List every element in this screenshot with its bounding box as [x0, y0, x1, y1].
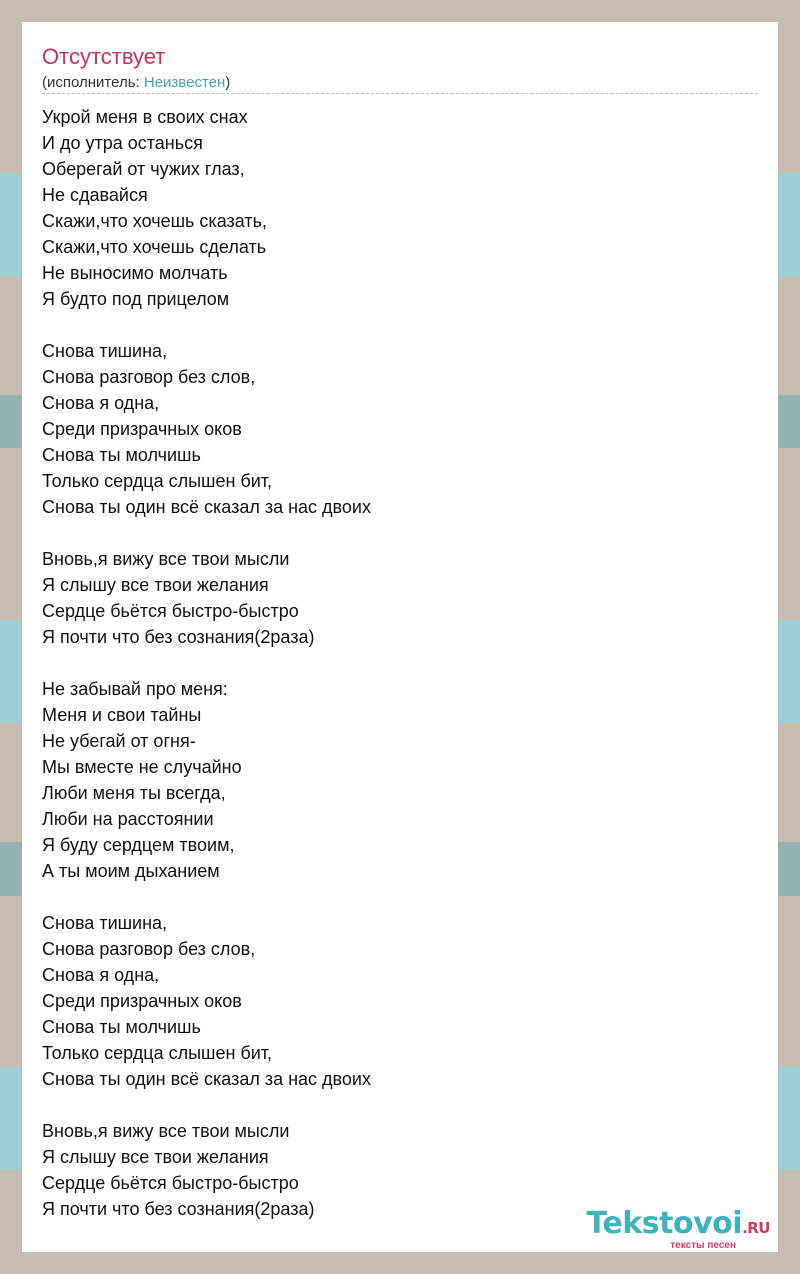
lyrics-line: Я почти что без сознания(2раза): [42, 627, 315, 647]
lyrics-line: Снова я одна,: [42, 965, 160, 985]
lyrics-line: Снова разговор без слов,: [42, 367, 256, 387]
lyrics-line: Люби на расстоянии: [42, 809, 214, 829]
lyrics-line: Снова ты молчишь: [42, 445, 201, 465]
logo-tld: .RU: [742, 1219, 770, 1237]
lyrics-line: Скажи,что хочешь сказать,: [42, 211, 267, 231]
lyrics-blank-line: [42, 650, 758, 676]
lyrics-line: Укрой меня в своих снах: [42, 107, 248, 127]
logo-tagline: тексты песен: [670, 1240, 736, 1251]
title-divider: [42, 93, 758, 94]
lyrics-line: Сердце бьётся быстро-быстро: [42, 601, 299, 621]
lyrics-line: Среди призрачных оков: [42, 419, 242, 439]
site-logo[interactable]: [560, 1206, 770, 1250]
lyrics-line: Не убегай от огня-: [42, 731, 196, 751]
lyrics-line: Снова ты один всё сказал за нас двоих: [42, 1069, 371, 1089]
artist-suffix: ): [225, 74, 231, 91]
lyrics-line: И до утра останься: [42, 133, 203, 153]
lyrics-line: Только сердца слышен бит,: [42, 471, 273, 491]
lyrics-line: Среди призрачных оков: [42, 991, 242, 1011]
logo-main-text: Tekstovoi: [586, 1206, 743, 1241]
lyrics-line: Я слышу все твои желания: [42, 575, 269, 595]
lyrics-line: Не выносимо молчать: [42, 263, 228, 283]
lyrics-line: Я будто под прицелом: [42, 289, 230, 309]
lyrics-line: Я буду сердцем твоим,: [42, 835, 235, 855]
lyrics-text: [42, 104, 758, 1222]
logo-wordmark: [587, 1206, 770, 1241]
lyrics-line: Вновь,я вижу все твои мысли: [42, 549, 290, 569]
lyrics-blank-line: [42, 1092, 758, 1118]
lyrics-line: Люби меня ты всегда,: [42, 783, 226, 803]
artist-line: [42, 74, 230, 91]
lyrics-line: Я почти что без сознания(2раза): [42, 1199, 315, 1219]
lyrics-line: Снова разговор без слов,: [42, 939, 256, 959]
lyrics-blank-line: [42, 884, 758, 910]
artist-prefix: (исполнитель:: [42, 74, 144, 91]
lyrics-line: Скажи,что хочешь сделать: [42, 237, 267, 257]
lyrics-line: Снова тишина,: [42, 341, 168, 361]
artist-link[interactable]: Неизвестен: [143, 74, 226, 91]
lyrics-line: Меня и свои тайны: [42, 705, 202, 725]
lyrics-line: Не сдавайся: [42, 185, 148, 205]
lyrics-line: Снова ты один всё сказал за нас двоих: [42, 497, 371, 517]
lyrics-line: Вновь,я вижу все твои мысли: [42, 1121, 290, 1141]
lyrics-line: Не забывай про меня:: [42, 679, 228, 699]
lyrics-line: Мы вместе не случайно: [42, 757, 242, 777]
lyrics-line: Снова тишина,: [42, 913, 168, 933]
lyrics-line: Сердце бьётся быстро-быстро: [42, 1173, 299, 1193]
lyrics-line: А ты моим дыханием: [42, 861, 220, 881]
song-title: Отсутствует: [42, 44, 166, 69]
lyrics-blank-line: [42, 312, 758, 338]
lyrics-blank-line: [42, 520, 758, 546]
lyrics-line: Я слышу все твои желания: [42, 1147, 269, 1167]
lyrics-line: Оберегай от чужих глаз,: [42, 159, 245, 179]
lyrics-line: Снова ты молчишь: [42, 1017, 201, 1037]
lyrics-card: [22, 22, 778, 1252]
lyrics-line: Снова я одна,: [42, 393, 160, 413]
lyrics-line: Только сердца слышен бит,: [42, 1043, 273, 1063]
